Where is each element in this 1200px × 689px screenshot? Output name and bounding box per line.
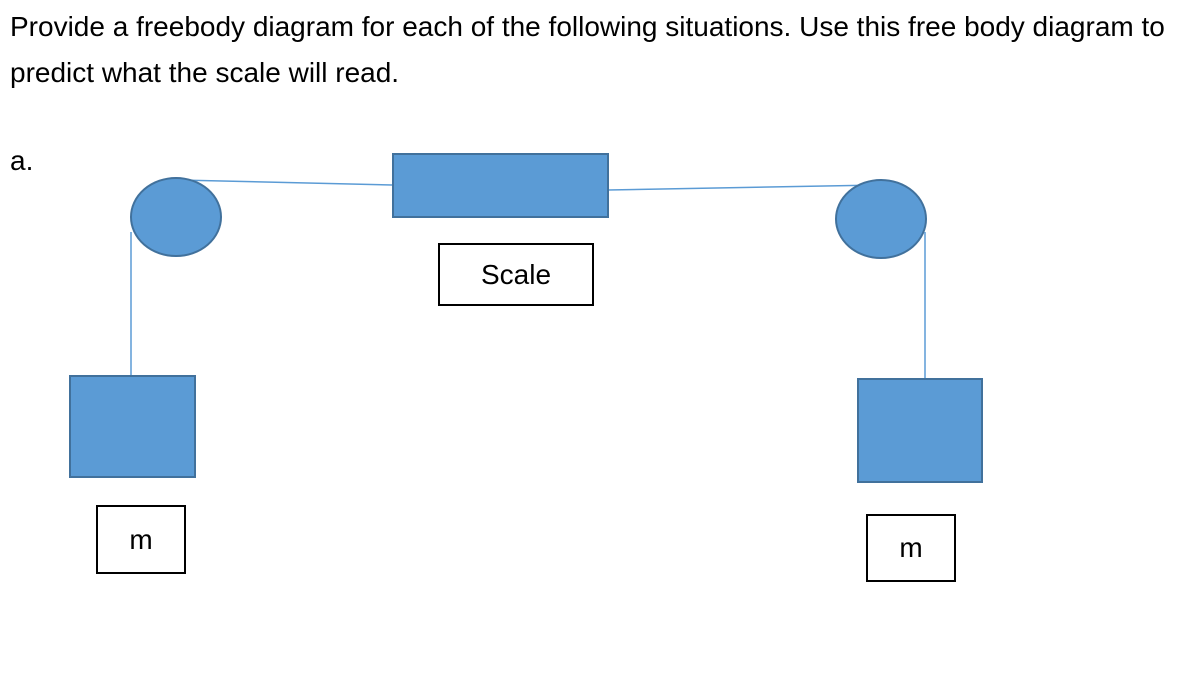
left-pulley	[131, 178, 221, 256]
left-mass-block	[70, 376, 195, 477]
right-pulley	[836, 180, 926, 258]
string-left-pulley-to-scale	[178, 180, 392, 185]
left-mass-label	[96, 505, 186, 574]
instructions-text: Provide a freebody diagram for each of the following situations. Use this free body diagram to predict what the scale will read.	[10, 11, 1165, 88]
scale-label	[438, 243, 594, 306]
scale-block	[393, 154, 608, 217]
right-mass-label-text: m	[899, 532, 923, 563]
scale-label-text: Scale	[480, 258, 552, 290]
left-mass-label-text: m	[129, 523, 153, 555]
string-scale-to-right-pulley	[608, 185, 880, 190]
part-a-label: a.	[10, 145, 34, 176]
right-mass-block	[858, 379, 982, 482]
right-mass-label	[866, 514, 956, 582]
